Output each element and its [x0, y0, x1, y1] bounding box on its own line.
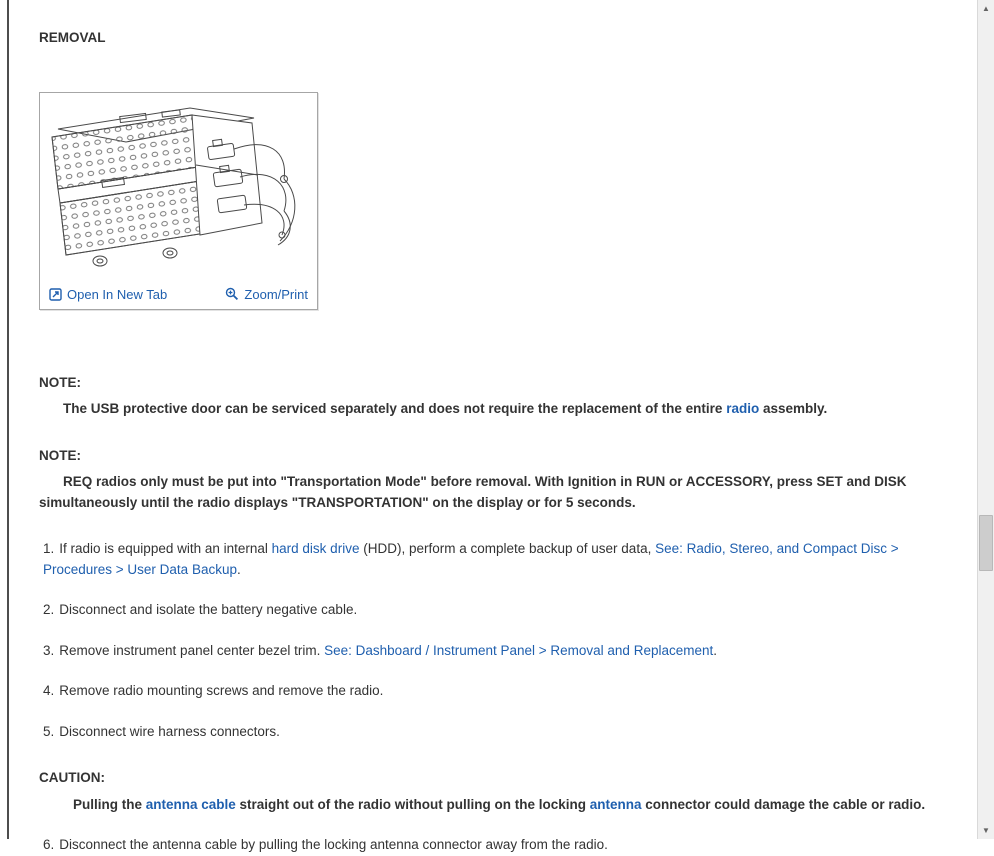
step-item	[39, 600, 937, 621]
step-number: 4.	[43, 683, 55, 698]
step-text: .	[236, 561, 241, 577]
dashboard-removal-link[interactable]: See: Dashboard / Instrument Panel > Removal and Replacement	[324, 642, 714, 658]
zoom-print-link[interactable]	[225, 287, 308, 302]
step-text: Disconnect the antenna cable by pulling the locking antenna connector away from the radio.	[59, 837, 608, 852]
step-item	[39, 722, 937, 743]
left-page-rule	[0, 0, 9, 839]
caution-text-segment: straight out of the radio without pulling on the locking	[235, 796, 590, 812]
step-text: If radio is equipped with an internal	[59, 541, 272, 556]
radio-link[interactable]: radio	[726, 401, 760, 416]
open-in-new-tab-label: Open In New Tab	[67, 286, 168, 302]
step-text: Disconnect wire harness connectors.	[59, 723, 280, 739]
antenna-link[interactable]: antenna	[589, 796, 642, 812]
note-text-segment: The USB protective door can be serviced separately and does not require the replacement of the entire	[63, 401, 727, 416]
step-item	[39, 539, 937, 580]
note-text-segment: REQ radios only must be put into "Transportation Mode" before removal. With Ignition in RUN or ACCESSORY, press SET and DISK simultaneously until the radio displays "TRANSPORTATION" on the display or for 5 seconds.	[39, 474, 907, 510]
step-text: .	[713, 642, 718, 658]
step-number: 5.	[43, 723, 55, 739]
step-text: Disconnect and isolate the battery negative cable.	[59, 602, 358, 617]
step-text: Remove radio mounting screws and remove the radio.	[59, 683, 384, 698]
step-item	[39, 835, 937, 856]
note-label: NOTE:	[39, 447, 81, 463]
figure-thumbnail	[39, 92, 318, 310]
caution-text	[39, 795, 937, 816]
open-in-new-tab-link[interactable]	[49, 287, 167, 302]
step-number: 3.	[43, 642, 55, 658]
scroll-up-button[interactable]: ▲	[978, 0, 994, 17]
user-data-backup-link[interactable]: See: Radio, Stereo, and Compact Disc > Procedures > User Data Backup	[43, 541, 899, 577]
document-content	[9, 0, 977, 852]
note-label: NOTE:	[39, 374, 81, 390]
note-1-text	[39, 399, 937, 420]
step-number: 6.	[43, 837, 55, 852]
step-number: 1.	[43, 541, 55, 556]
scrollbar-thumb[interactable]	[979, 515, 993, 571]
caution-text-segment: connector could damage the cable or radio.	[641, 796, 926, 812]
open-in-new-tab-icon	[49, 288, 62, 301]
step-item	[39, 641, 937, 662]
radio-illustration	[40, 93, 317, 284]
step-item	[39, 681, 937, 702]
note-text-segment: assembly.	[759, 401, 828, 416]
step-text: (HDD), perform a complete backup of user data,	[359, 541, 656, 556]
magnifier-plus-icon	[225, 287, 239, 301]
hard-disk-drive-link[interactable]: hard disk drive	[271, 541, 360, 556]
note-2-text	[39, 472, 937, 513]
radio-line-art-svg	[42, 95, 314, 279]
step-text: Remove instrument panel center bezel trim.	[59, 642, 325, 658]
caution-label: CAUTION:	[39, 770, 105, 785]
page-title: REMOVAL	[39, 30, 106, 45]
figure-toolbar	[40, 284, 317, 309]
vertical-scrollbar[interactable]	[977, 0, 994, 839]
caution-text-segment: Pulling the	[73, 796, 146, 812]
step-number: 2.	[43, 602, 55, 617]
scroll-down-button[interactable]: ▼	[978, 822, 994, 839]
antenna-cable-link[interactable]: antenna cable	[145, 796, 236, 812]
zoom-print-label: Zoom/Print	[244, 286, 308, 302]
